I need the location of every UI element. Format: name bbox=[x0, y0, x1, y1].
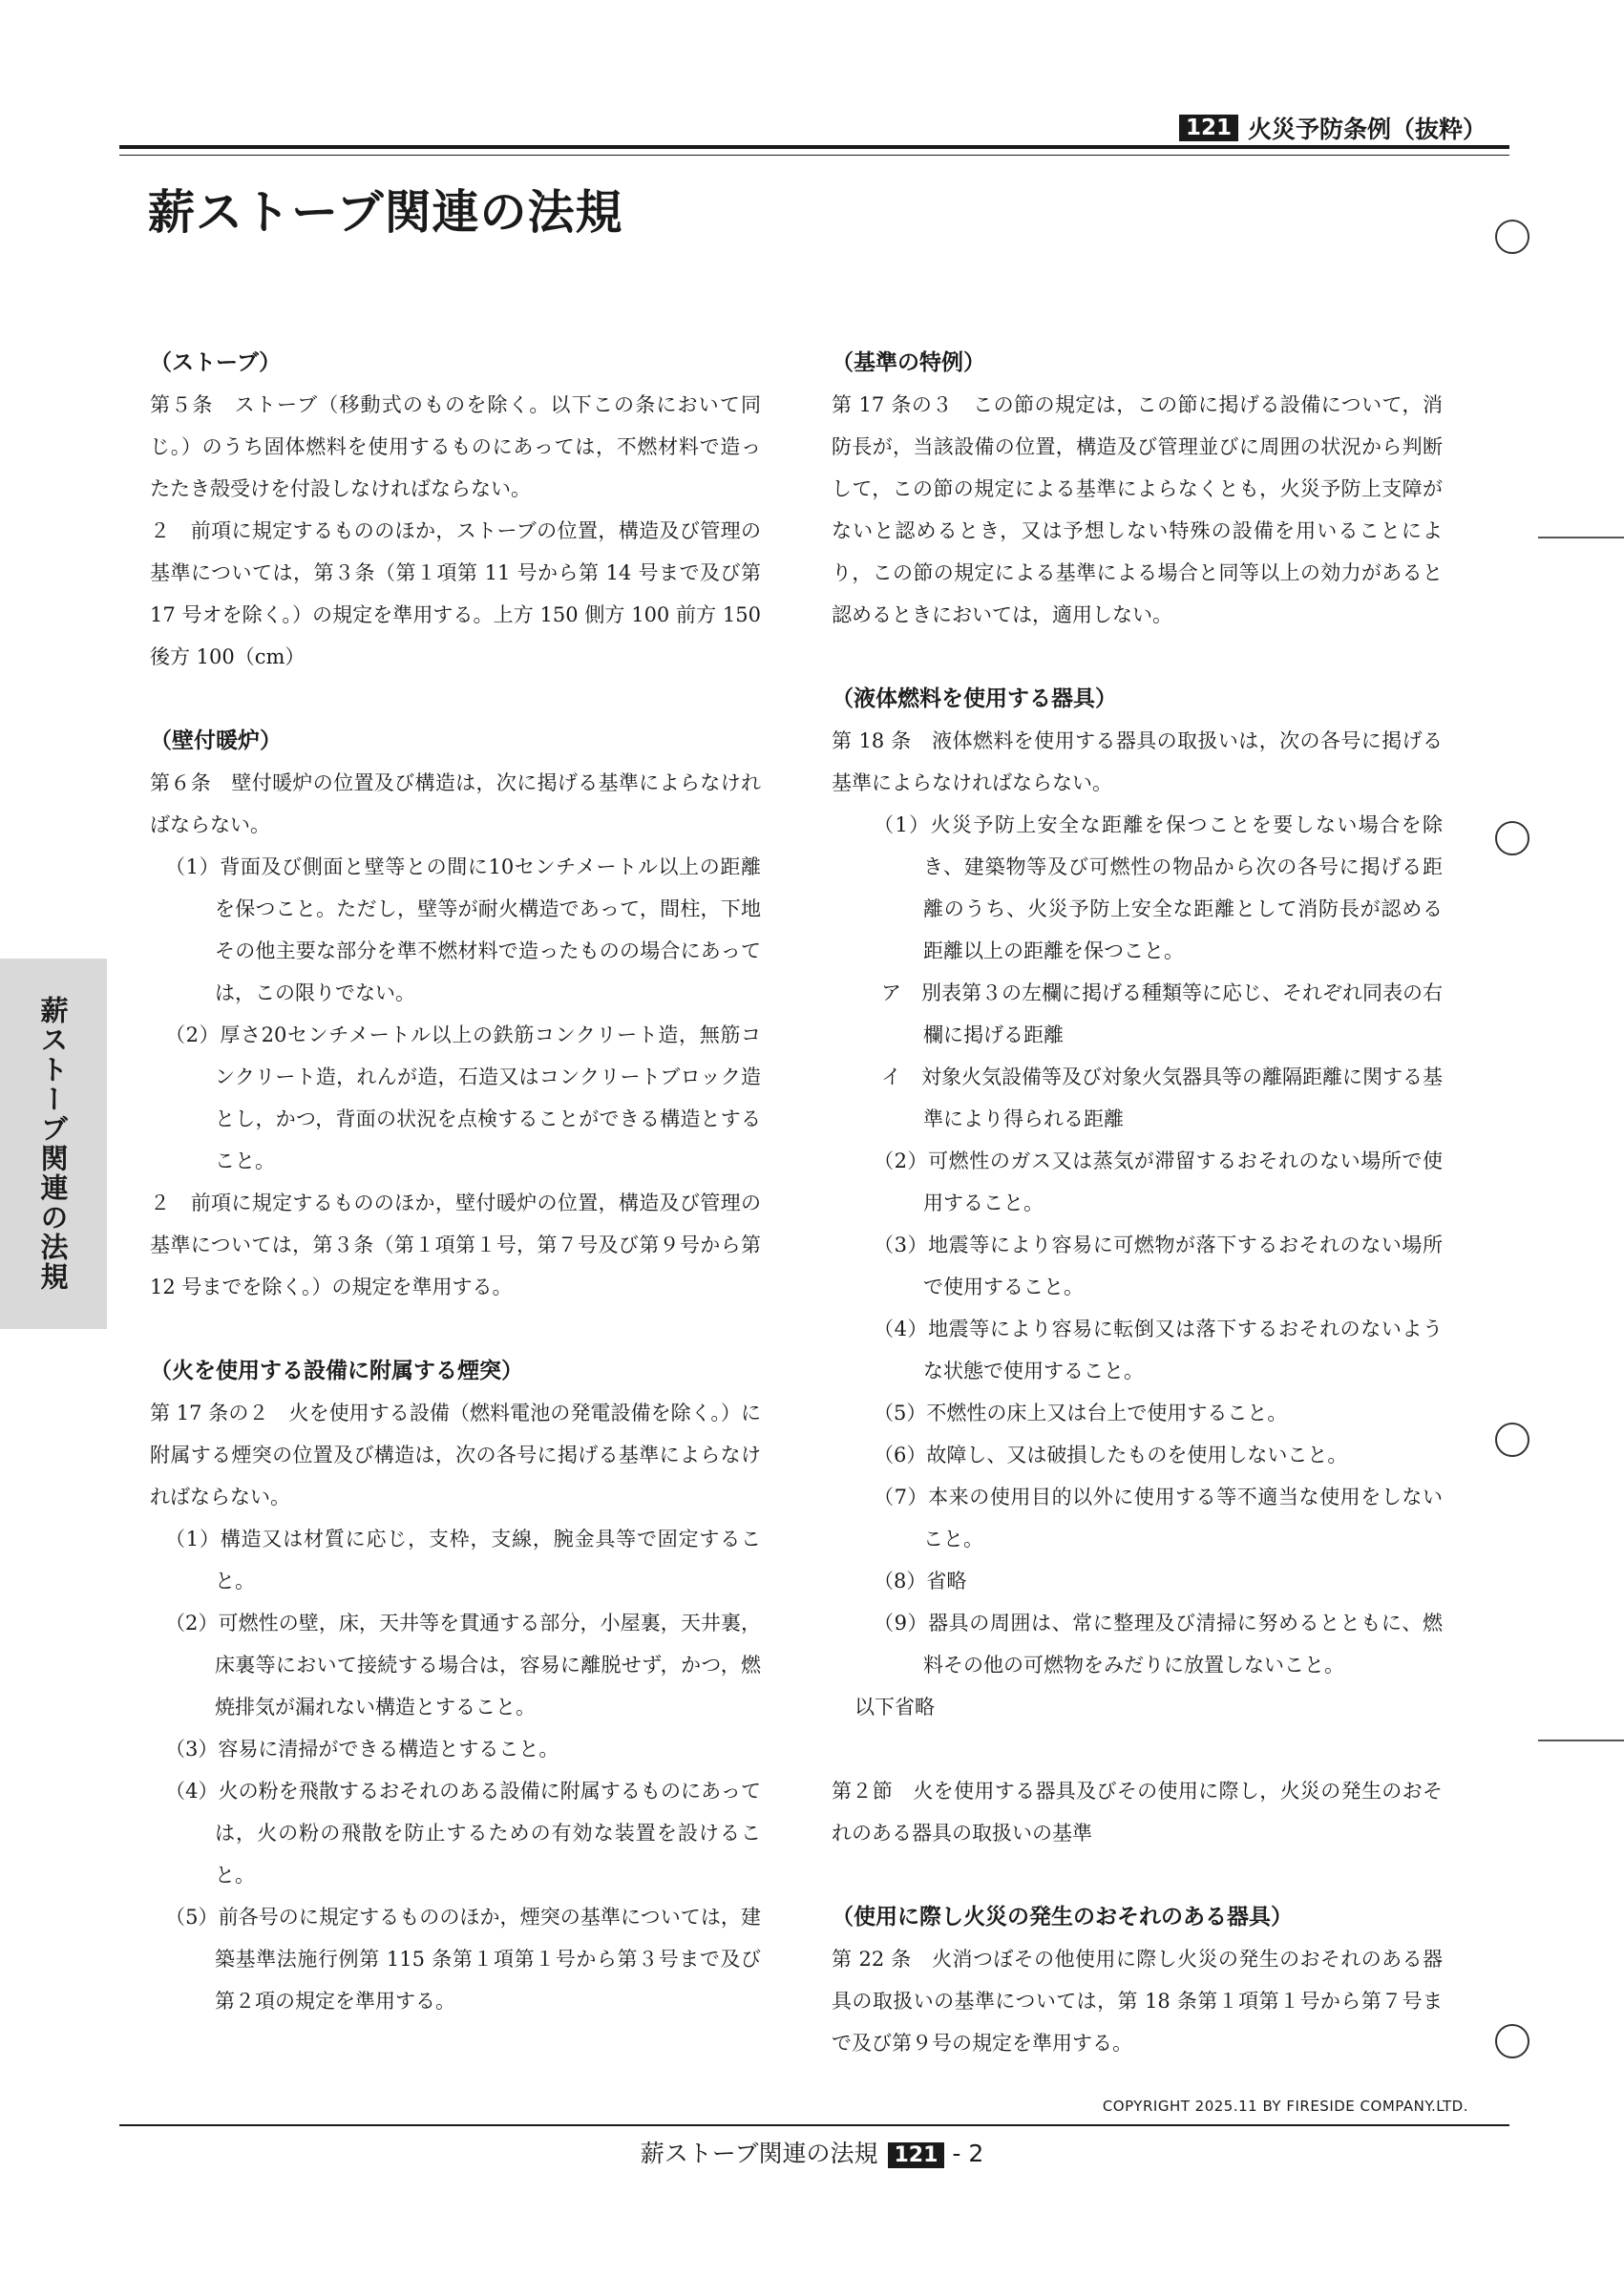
running-header-title: 火災予防条例（抜粋） bbox=[1247, 116, 1487, 143]
sub-item: イ 対象火気設備等及び対象火気器具等の離隔距離に関する基準により得られる距離 bbox=[881, 1065, 1443, 1130]
punch-hole-icon bbox=[1495, 1423, 1529, 1457]
list-item: （3）地震等により容易に可燃物が落下するおそれのない場所で使用すること。 bbox=[874, 1234, 1443, 1298]
side-tab-label: 薪ストーブ関連の法規 bbox=[36, 996, 70, 1292]
list-item: （1）背面及び側面と壁等との間に10センチメートル以上の距離を保つこと。ただし，壁等が耐火構造であって，間柱，下地その他主要な部分を準不燃材料で造ったものの場合にあっては，この限りでない。 bbox=[165, 855, 761, 1004]
header-rule-thick bbox=[119, 145, 1509, 149]
list-item: （2）可燃性の壁，床，天井等を貫通する部分，小屋裏，天井裏，床裏等において接続する場合は，容易に離脱せず，かつ，燃焼排気が漏れない構造とすること。 bbox=[165, 1612, 761, 1719]
article-text: 第 22 条 火消つぼその他使用に際し火災の発生のおそれのある器具の取扱いの基準については，第 18 条第１項第１号から第７号まで及び第９号の規定を準用する。 bbox=[832, 1948, 1443, 2055]
list-item: （1）構造又は材質に応じ，支枠，支線，腕金具等で固定すること。 bbox=[165, 1528, 761, 1592]
punch-hole-icon bbox=[1495, 220, 1529, 254]
copyright-notice: COPYRIGHT 2025.11 BY FIRESIDE COMPANY.LTD. bbox=[1102, 2098, 1468, 2115]
page-number: - 2 bbox=[952, 2140, 984, 2167]
article-text: 第 17 条の２ 火を使用する設備（燃料電池の発電設備を除く。）に附属する煙突の位置及び構造は，次の各号に掲げる基準によらなければならない。 bbox=[150, 1402, 761, 1508]
list-item: （2）厚さ20センチメートル以上の鉄筋コンクリート造，無筋コンクリート造，れんが造，石造又はコンクリートブロック造とし，かつ，背面の状況を点検することができる構造とすること。 bbox=[165, 1023, 761, 1172]
list-item: （9）器具の周囲は、常に整理及び清掃に努めるとともに、燃料その他の可燃物をみだりに放置しないこと。 bbox=[874, 1612, 1443, 1677]
article-text: ２ 前項に規定するもののほか，ストーブの位置，構造及び管理の基準については，第３条（第１項第 11 号から第 14 号まで及び第 17 号オを除く。）の規定を準用する。上方 150 側方 100 前方 150 後方 100（cm） bbox=[150, 519, 761, 668]
chapter-badge: 121 bbox=[1179, 115, 1238, 141]
section-heading: （液体燃料を使用する器具） bbox=[832, 686, 1117, 711]
punch-hole-icon bbox=[1495, 821, 1529, 855]
section-heading: （火を使用する設備に附属する煙突） bbox=[150, 1359, 523, 1383]
list-item: （5）前各号のに規定するもののほか，煙突の基準については，建築基準法施行例第 115 条第１項第１号から第３号まで及び第２項の規定を準用する。 bbox=[165, 1906, 761, 2013]
page-title: 薪ストーブ関連の法規 bbox=[148, 185, 623, 240]
sub-item: ア 別表第３の左欄に掲げる種類等に応じ、それぞれ同表の右欄に掲げる距離 bbox=[881, 981, 1443, 1046]
margin-tick bbox=[1538, 1740, 1624, 1741]
left-column bbox=[150, 342, 761, 2022]
footer-title: 薪ストーブ関連の法規 bbox=[640, 2140, 878, 2167]
article-text: 第 17 条の３ この節の規定は，この節に掲げる設備について，消防長が，当該設備の位置，構造及び管理並びに周囲の状況から判断して，この節の規定による基準によらなくとも，火災予防上支障がないと認めるとき，又は予想しない特殊の設備を用いることにより，この節の規定による基準による場合と同等以上の効力があると認めるときにおいては，適用しない。 bbox=[832, 393, 1443, 626]
margin-tick bbox=[1538, 537, 1624, 538]
list-item: （7）本来の使用目的以外に使用する等不適当な使用をしないこと。 bbox=[874, 1486, 1443, 1550]
list-item: （6）故障し、又は破損したものを使用しないこと。 bbox=[874, 1444, 1348, 1466]
section-title-text: 第２節 火を使用する器具及びその使用に際し，火災の発生のおそれのある器具の取扱いの基準 bbox=[832, 1780, 1443, 1845]
article-text: 第 18 条 液体燃料を使用する器具の取扱いは，次の各号に掲げる基準によらなければならない。 bbox=[832, 729, 1443, 794]
footer-badge: 121 bbox=[888, 2142, 945, 2168]
list-item: （4）地震等により容易に転倒又は落下するおそれのないような状態で使用すること。 bbox=[874, 1318, 1443, 1382]
section-heading: （使用に際し火災の発生のおそれのある器具） bbox=[832, 1905, 1293, 1930]
page-footer bbox=[0, 2135, 1624, 2169]
list-item: （1）火災予防上安全な距離を保つことを要しない場合を除き、建築物等及び可燃性の物品から次の各号に掲げる距離のうち、火災予防上安全な距離として消防長が認める距離以上の距離を保つこと。 bbox=[874, 813, 1443, 962]
list-item: （8）省略 bbox=[874, 1570, 967, 1592]
list-item: （5）不燃性の床上又は台上で使用すること。 bbox=[874, 1402, 1288, 1424]
right-column bbox=[832, 342, 1443, 2064]
omission-note: 以下省略 bbox=[854, 1696, 935, 1719]
list-item: （2）可燃性のガス又は蒸気が滞留するおそれのない場所で使用すること。 bbox=[874, 1150, 1443, 1214]
section-heading: （ストーブ） bbox=[150, 350, 282, 375]
article-text: 第５条 ストーブ（移動式のものを除く。以下この条において同じ。）のうち固体燃料を使用するものにあっては，不燃材料で造ったたき殻受けを付設しなければならない。 bbox=[150, 393, 761, 500]
section-heading: （壁付暖炉） bbox=[150, 728, 282, 753]
footer-rule bbox=[119, 2124, 1509, 2126]
article-text: 第６条 壁付暖炉の位置及び構造は，次に掲げる基準によらなければならない。 bbox=[150, 771, 761, 836]
header-rule-thin bbox=[119, 155, 1509, 156]
section-heading: （基準の特例） bbox=[832, 350, 985, 375]
punch-hole-icon bbox=[1495, 2024, 1529, 2058]
running-header bbox=[1179, 111, 1487, 145]
article-text: ２ 前項に規定するもののほか，壁付暖炉の位置，構造及び管理の基準については，第３条（第１項第１号，第７号及び第９号から第 12 号までを除く。）の規定を準用する。 bbox=[150, 1192, 761, 1298]
side-tab bbox=[0, 959, 107, 1329]
list-item: （4）火の粉を飛散するおそれのある設備に附属するものにあっては，火の粉の飛散を防止するための有効な装置を設けること。 bbox=[165, 1780, 761, 1887]
list-item: （3）容易に清掃ができる構造とすること。 bbox=[165, 1738, 559, 1761]
